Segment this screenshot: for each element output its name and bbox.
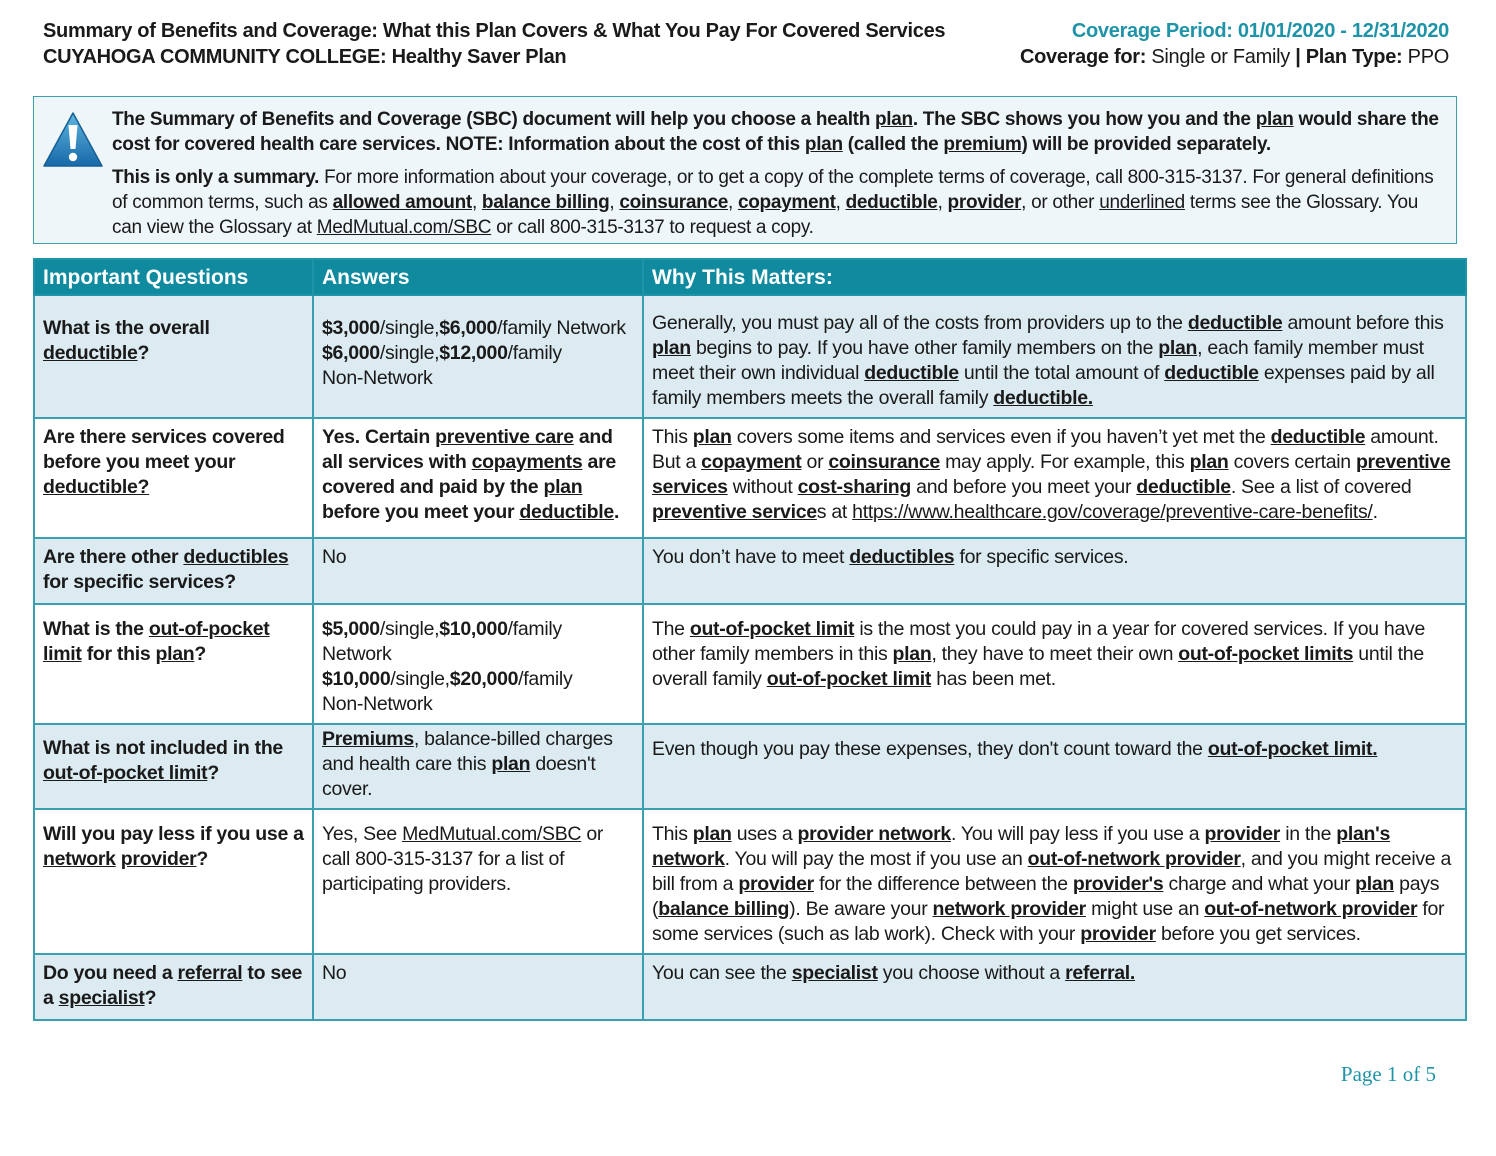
- text-run: ?: [194, 643, 207, 665]
- emphasized-term: deductible: [845, 192, 938, 213]
- text-run: covers certain: [1228, 451, 1356, 473]
- emphasized-term: plan: [892, 643, 932, 665]
- text-run: doesn't cover.: [322, 753, 596, 800]
- emphasized-term: out-of-pocket limit: [766, 668, 932, 690]
- emphasized-term: preventive services: [652, 451, 1451, 498]
- text-run: begins to pay. If you have other family members on the: [690, 337, 1159, 359]
- text-run: for specific services.: [954, 546, 1129, 568]
- emphasized-term: https://www.healthcare.gov/coverage/preventive-care-benefits/: [852, 501, 1373, 523]
- text-run: you choose without a: [877, 962, 1066, 984]
- text-run: s at: [816, 501, 853, 523]
- text-run: ,: [937, 192, 948, 213]
- emphasized-term: provider: [1080, 923, 1156, 945]
- emphasized-term: deductible: [1187, 312, 1283, 334]
- table-row: [34, 295, 1466, 418]
- text-run: Do you need a: [43, 962, 178, 984]
- emphasized-term: plan: [155, 643, 195, 665]
- emphasized-term: deductible: [864, 362, 959, 384]
- text-run: amount. But a: [652, 426, 1439, 473]
- emphasized-term: MedMutual.com/SBC: [402, 823, 582, 845]
- emphasized-term: $10,000: [322, 668, 391, 690]
- emphasized-term: deductible: [1270, 426, 1366, 448]
- emphasized-term: deductible: [43, 342, 138, 364]
- question-cell: [34, 809, 313, 954]
- text-run: For more information about your coverage, or to get a copy of the complete terms of coverage, call 800-315-3137. For general definitions of common terms, such as: [112, 167, 1434, 213]
- table-row: [34, 809, 1466, 954]
- question-cell: [34, 724, 313, 809]
- text-run: charge and what your: [1163, 873, 1356, 895]
- text-run: ,: [609, 192, 620, 213]
- emphasized-term: coinsurance: [828, 451, 940, 473]
- emphasized-term: $6,000: [322, 342, 380, 364]
- emphasized-term: cost-sharing: [797, 476, 912, 498]
- separator: |: [1295, 46, 1306, 68]
- why-cell: [643, 604, 1466, 724]
- emphasized-term: specialist: [791, 962, 878, 984]
- text-run: What is not included in the: [43, 737, 283, 759]
- answer-cell: [313, 809, 643, 954]
- emphasized-term: balance billing: [658, 898, 790, 920]
- text-run: to see a: [43, 962, 302, 1009]
- text-run: for some services (such as lab work). Check with your: [652, 898, 1445, 945]
- emphasized-term: $20,000: [449, 668, 519, 690]
- text-run: , and you might receive a bill from a: [652, 848, 1452, 895]
- emphasized-term: plan: [804, 134, 843, 155]
- text-run: This: [652, 823, 693, 845]
- question-cell: [34, 604, 313, 724]
- text-run: .: [1372, 501, 1378, 523]
- emphasized-term: plan's: [1336, 823, 1391, 845]
- emphasized-term: preventive care: [435, 426, 574, 448]
- emphasized-term: provider: [738, 873, 814, 895]
- emphasized-term: Yes. Certain: [322, 426, 436, 448]
- emphasized-term: provider: [947, 192, 1022, 213]
- emphasized-term: plan: [1158, 337, 1198, 359]
- emphasized-term: and all services with: [322, 426, 613, 473]
- emphasized-term: referral: [177, 962, 243, 984]
- text-run: Non-Network: [322, 367, 433, 389]
- text-run: You can see the: [652, 962, 792, 984]
- text-run: may apply. For example, this: [939, 451, 1190, 473]
- why-cell: [643, 809, 1466, 954]
- text-run: for the difference between the: [813, 873, 1073, 895]
- emphasized-term: coinsurance: [619, 192, 729, 213]
- text-run: has been met.: [931, 668, 1056, 690]
- notice-paragraph-2: [112, 165, 1442, 240]
- text-run: in the: [1280, 823, 1337, 845]
- text-run: or call 800-315-3137 to request a copy.: [491, 217, 814, 238]
- title-line-2: CUYAHOGA COMMUNITY COLLEGE: Healthy Saver Plan: [43, 46, 567, 68]
- emphasized-term: out-of-pocket limit: [43, 762, 208, 784]
- table-row: [34, 418, 1466, 538]
- emphasized-term: underlined: [1099, 192, 1185, 213]
- text-run: ?: [144, 987, 157, 1009]
- emphasized-term: deductible?: [43, 476, 150, 498]
- document-title: [43, 18, 945, 70]
- text-run: What is the: [43, 618, 149, 640]
- text-run: until the total amount of: [958, 362, 1165, 384]
- emphasized-term: out-of-pocket limit.: [1207, 738, 1378, 760]
- why-cell: [643, 295, 1466, 418]
- text-run: No: [322, 962, 347, 984]
- text-run: /family Network: [322, 618, 562, 665]
- text-run: . See a list of covered: [1230, 476, 1412, 498]
- text-run: This: [652, 426, 693, 448]
- text-run: , or other: [1021, 192, 1100, 213]
- emphasized-term: provider network: [797, 823, 951, 845]
- header-answers: Answers: [313, 259, 643, 295]
- header-why-this-matters: Why This Matters:: [643, 259, 1466, 295]
- text-run: /single,: [379, 342, 440, 364]
- text-run: Yes, See: [322, 823, 403, 845]
- emphasized-term: $6,000: [439, 317, 498, 339]
- why-cell: [643, 724, 1466, 809]
- emphasized-term: provider's: [1072, 873, 1164, 895]
- why-cell: [643, 418, 1466, 538]
- emphasized-term: deductibles: [183, 546, 289, 568]
- emphasized-term: plan: [491, 753, 531, 775]
- emphasized-term: plan: [692, 823, 732, 845]
- text-run: No: [322, 546, 347, 568]
- coverage-for-label: Coverage for:: [1019, 46, 1147, 68]
- question-cell: [34, 954, 313, 1020]
- emphasized-term: network provider: [932, 898, 1086, 920]
- text-run: , they have to meet their own: [931, 643, 1179, 665]
- emphasized-term: preventive service: [652, 501, 817, 523]
- text-run: for this: [81, 643, 156, 665]
- title-line-1: Summary of Benefits and Coverage: What this Plan Covers & What You Pay For Covered Services: [43, 20, 946, 42]
- text-run: The: [652, 618, 690, 640]
- emphasized-term: copayments: [471, 451, 583, 473]
- page-number: Page 1 of 5: [1340, 1062, 1436, 1086]
- emphasized-term: out-of-pocket limit: [689, 618, 855, 640]
- text-run: /family: [507, 342, 562, 364]
- emphasized-term: Premiums: [322, 728, 414, 750]
- text-run: before you get services.: [1155, 923, 1361, 945]
- why-cell: [643, 954, 1466, 1020]
- question-cell: [34, 295, 313, 418]
- text-run: pays (: [652, 873, 1440, 920]
- text-run: Will you pay less if you use a: [43, 823, 304, 845]
- text-run: ,: [728, 192, 738, 213]
- coverage-period: Coverage Period: 01/01/2020 - 12/31/2020: [1071, 20, 1449, 42]
- sbc-notice-box: [33, 96, 1457, 244]
- text-run: /family Network: [497, 317, 626, 339]
- text-run: . The SBC shows you how you and the: [912, 109, 1256, 130]
- emphasized-term: $5,000: [322, 618, 380, 640]
- emphasized-term: plan: [543, 476, 583, 498]
- text-run: amount before this: [1282, 312, 1444, 334]
- text-run: Even though you pay these expenses, they don't count toward the: [652, 738, 1208, 760]
- emphasized-term: $3,000: [322, 317, 380, 339]
- answer-cell: [313, 954, 643, 1020]
- header-important-questions: Important Questions: [34, 259, 313, 295]
- emphasized-term: referral.: [1065, 962, 1136, 984]
- emphasized-term: balance billing: [481, 192, 610, 213]
- emphasized-term: plan: [874, 109, 913, 130]
- table-row: [34, 724, 1466, 809]
- answer-cell: [313, 724, 643, 809]
- emphasized-term: deductible: [1136, 476, 1231, 498]
- benefits-table: [33, 258, 1467, 1021]
- warning-icon: [42, 111, 104, 169]
- text-run: , each family member must meet their own individual: [652, 337, 1424, 384]
- table-header-row: [34, 259, 1466, 295]
- text-run: Are there other: [43, 546, 184, 568]
- text-run: expenses paid by all family members meets the overall family: [652, 362, 1435, 409]
- question-cell: [34, 538, 313, 604]
- text-run: . You will pay less if you use a: [950, 823, 1205, 845]
- text-run: /single,: [379, 317, 440, 339]
- text-run: for specific services?: [43, 571, 236, 593]
- text-run: would share the cost for covered health care services. NOTE: Information about the cost of this: [112, 109, 1439, 155]
- text-run: ). Be aware your: [789, 898, 933, 920]
- emphasized-term: specialist: [58, 987, 145, 1009]
- text-run: /single,: [379, 618, 440, 640]
- emphasized-term: provider: [1204, 823, 1281, 845]
- text-run: or call 800-315-3137 for a list of participating providers.: [322, 823, 604, 895]
- text-run: without: [727, 476, 798, 498]
- table-row: [34, 604, 1466, 724]
- emphasized-term: .: [613, 501, 620, 523]
- notice-paragraph-1: [112, 107, 1442, 157]
- emphasized-term: MedMutual.com/SBC: [316, 217, 492, 238]
- emphasized-term: plan: [692, 426, 732, 448]
- text-run: or: [801, 451, 829, 473]
- text-run: Generally, you must pay all of the costs from providers up to the: [652, 312, 1188, 334]
- coverage-for-line: [1020, 44, 1449, 70]
- emphasized-term: copayment: [701, 451, 802, 473]
- emphasized-term: before you meet your: [322, 501, 520, 523]
- answer-cell: [313, 604, 643, 724]
- text-run: covers some items and services even if you haven’t yet met the: [731, 426, 1271, 448]
- emphasized-term: $12,000: [439, 342, 508, 364]
- text-run: The Summary of Benefits and Coverage (SBC) document will help you choose a health: [112, 109, 875, 130]
- text-run: ?: [196, 848, 209, 870]
- table-row: [34, 538, 1466, 604]
- text-run: is the most you could pay in a year for covered services. If you have other family members in this: [652, 618, 1425, 665]
- emphasized-term: allowed amount: [332, 192, 472, 213]
- emphasized-term: plan: [1255, 109, 1294, 130]
- emphasized-term: out-of-network provider: [1027, 848, 1241, 870]
- text-run: and before you meet your: [911, 476, 1137, 498]
- emphasized-term: premium: [943, 134, 1022, 155]
- emphasized-term: out-of-pocket limit: [43, 618, 270, 665]
- text-run: uses a: [731, 823, 798, 845]
- text-run: Non-Network: [322, 693, 433, 715]
- plan-type-value: PPO: [1402, 46, 1449, 68]
- table-row: [34, 954, 1466, 1020]
- coverage-info: [1020, 18, 1449, 70]
- text-run: . You will pay the most if you use an: [724, 848, 1028, 870]
- coverage-for-value: Single or Family: [1146, 46, 1296, 68]
- emphasized-term: deductibles: [849, 546, 955, 568]
- emphasized-term: copayment: [737, 192, 836, 213]
- text-run: ,: [835, 192, 846, 213]
- answer-cell: [313, 538, 643, 604]
- text-run: You don’t have to meet: [652, 546, 850, 568]
- text-run: ) will be provided separately.: [1021, 134, 1271, 155]
- text-run: ?: [207, 762, 219, 784]
- answer-cell: [313, 418, 643, 538]
- emphasized-term: $10,000: [439, 618, 508, 640]
- text-run: terms see the Glossary. You can view the Glossary at: [112, 192, 1419, 238]
- text-run: What is the overall: [43, 317, 210, 339]
- text-run: /single,: [390, 668, 450, 690]
- emphasized-term: are covered and paid by the: [322, 451, 616, 498]
- text-run: Are there services covered before you meet your: [43, 426, 285, 473]
- question-cell: [34, 418, 313, 538]
- text-run: might use an: [1085, 898, 1205, 920]
- emphasized-term: network: [652, 848, 725, 870]
- emphasized-term: This is only a summary.: [112, 167, 320, 188]
- emphasized-term: plan: [652, 337, 691, 359]
- emphasized-term: deductible: [519, 501, 614, 523]
- emphasized-term: provider: [120, 848, 197, 870]
- emphasized-term: deductible.: [993, 387, 1093, 409]
- why-cell: [643, 538, 1466, 604]
- text-run: ?: [137, 342, 150, 364]
- emphasized-term: plan: [1189, 451, 1229, 473]
- emphasized-term: out-of-network provider: [1204, 898, 1418, 920]
- answer-cell: [313, 295, 643, 418]
- text-run: ,: [471, 192, 482, 213]
- emphasized-term: deductible: [1164, 362, 1259, 384]
- emphasized-term: plan: [1355, 873, 1395, 895]
- text-run: /family: [518, 668, 573, 690]
- text-run: (called the: [842, 134, 944, 155]
- emphasized-term: network: [43, 848, 116, 870]
- plan-type-label: Plan Type:: [1305, 46, 1403, 68]
- text-run: until the overall family: [652, 643, 1424, 690]
- emphasized-term: out-of-pocket limits: [1178, 643, 1354, 665]
- text-run: , balance-billed charges and health care this: [322, 728, 613, 775]
